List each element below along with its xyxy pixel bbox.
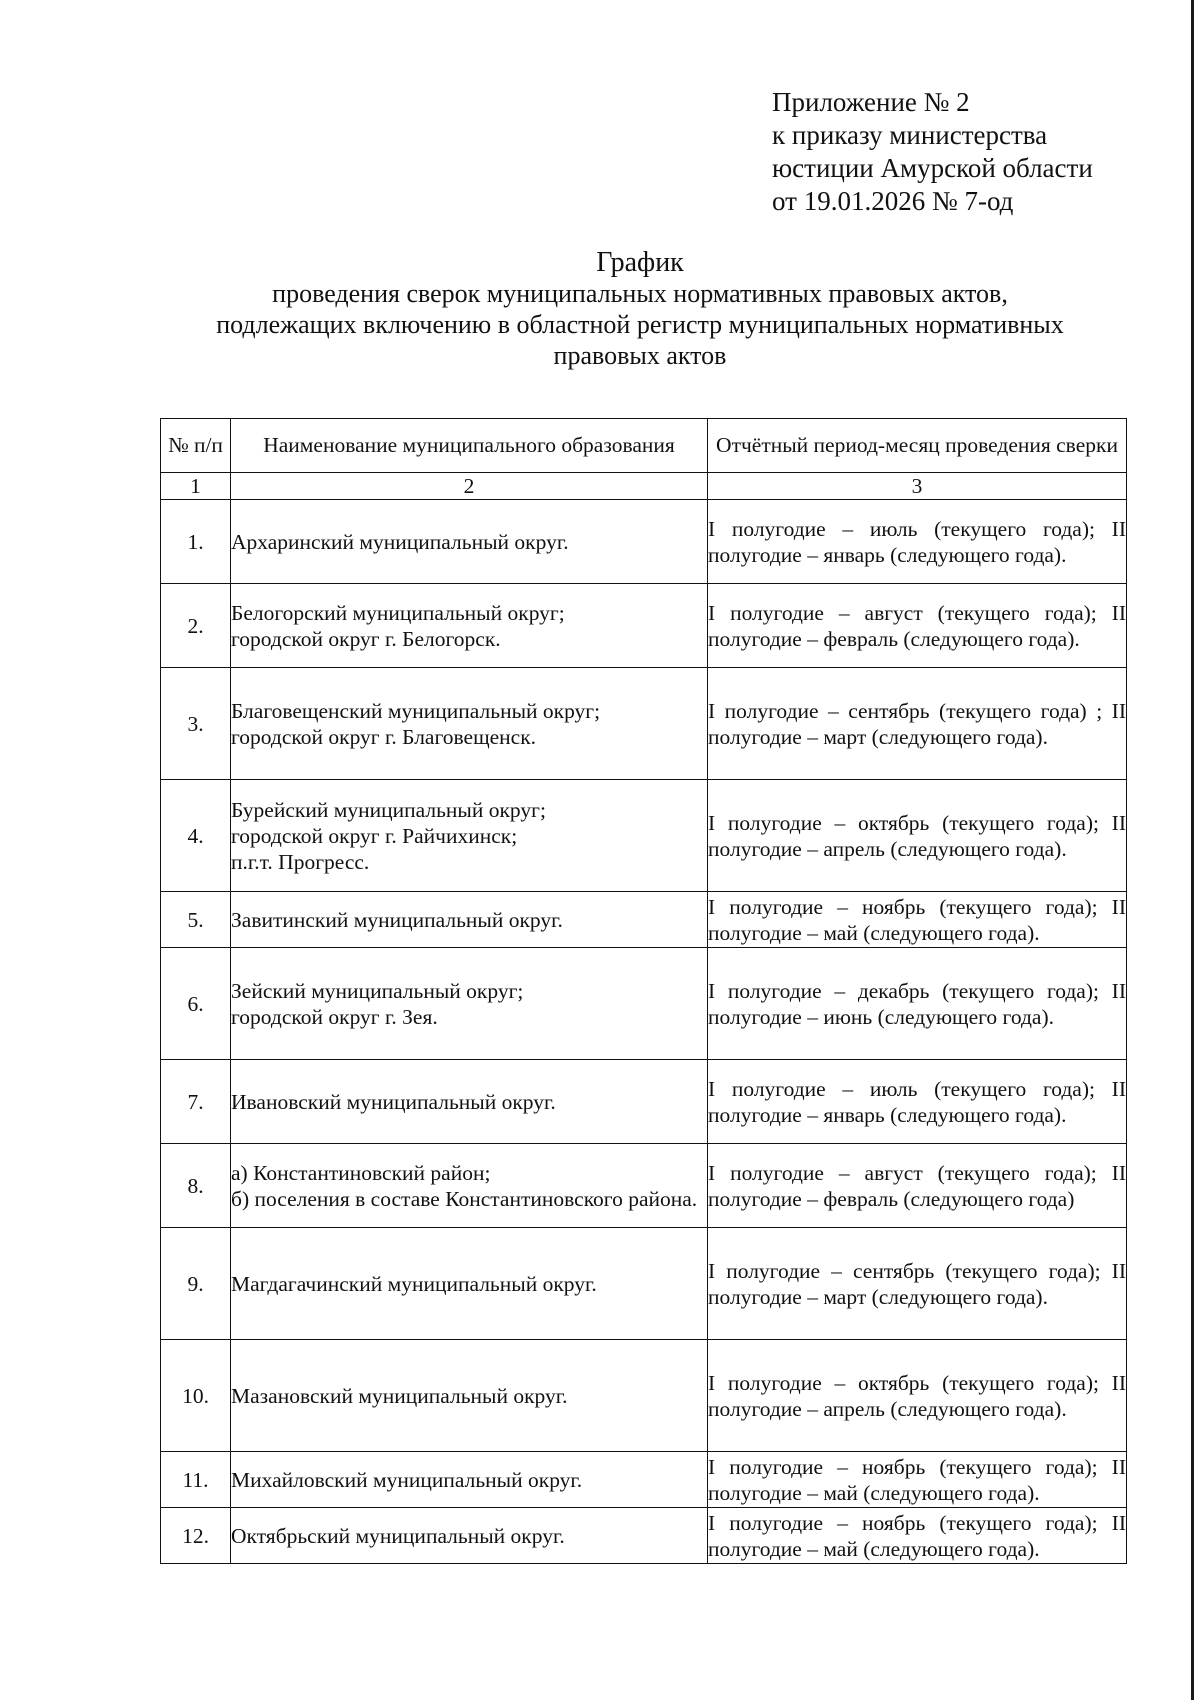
reporting-period: I полугодие – ноябрь (текущего года); II полугодие – май (следующего года). — [708, 1508, 1127, 1564]
municipality-name-line: Мазановский муниципальный округ. — [231, 1383, 568, 1408]
municipality-name-line: городской округ г. Райчихинск; — [231, 823, 518, 848]
table-row — [161, 500, 1127, 584]
municipality-name-line: Зейский муниципальный округ; — [231, 978, 524, 1003]
table-row — [161, 1452, 1127, 1508]
municipality-name-line: Ивановский муниципальный округ. — [231, 1089, 556, 1114]
municipality-name — [231, 1060, 708, 1144]
municipality-name — [231, 892, 708, 948]
table-row — [161, 1144, 1127, 1228]
municipality-name — [231, 668, 708, 780]
municipality-name — [231, 1144, 708, 1228]
reporting-period: I полугодие – ноябрь (текущего года); II полугодие – май (следующего года). — [708, 1452, 1127, 1508]
reporting-period: I полугодие – сентябрь (текущего года) ; II полугодие – март (следующего года). — [708, 668, 1127, 780]
table-row — [161, 584, 1127, 668]
table-row — [161, 1060, 1127, 1144]
row-number: 3. — [161, 668, 231, 780]
municipality-name — [231, 780, 708, 892]
table-row — [161, 948, 1127, 1060]
header-period: Отчётный период-месяц проведения сверки — [708, 419, 1127, 473]
municipality-name — [231, 1340, 708, 1452]
reporting-period: I полугодие – ноябрь (текущего года); II полугодие – май (следующего года). — [708, 892, 1127, 948]
municipality-name-line: Архаринский муниципальный округ. — [231, 529, 569, 554]
column-number-3: 3 — [708, 473, 1127, 500]
row-number: 1. — [161, 500, 231, 584]
table-row — [161, 780, 1127, 892]
municipality-name-line: Завитинский муниципальный округ. — [231, 907, 563, 932]
title-line-3: правовых актов — [553, 341, 727, 370]
row-number: 10. — [161, 1340, 231, 1452]
reporting-period: I полугодие – июль (текущего года); II полугодие – январь (следующего года). — [708, 500, 1127, 584]
row-number: 8. — [161, 1144, 231, 1228]
scan-border — [1191, 0, 1194, 1700]
municipality-name — [231, 1228, 708, 1340]
document-title — [150, 247, 1130, 371]
municipality-name-line: городской округ г. Белогорск. — [231, 626, 501, 651]
row-number: 7. — [161, 1060, 231, 1144]
table-row — [161, 1340, 1127, 1452]
municipality-name-line: Магдагачинский муниципальный округ. — [231, 1271, 597, 1296]
appendix-ministry-line: юстиции Амурской области — [772, 153, 1093, 183]
row-number: 5. — [161, 892, 231, 948]
municipality-name-line: городской округ г. Благовещенск. — [231, 724, 537, 749]
municipality-name-line: п.г.т. Прогресс. — [231, 849, 370, 874]
municipality-name — [231, 1508, 708, 1564]
municipality-name-line: Бурейский муниципальный округ; — [231, 797, 546, 822]
table-row — [161, 1228, 1127, 1340]
municipality-name — [231, 1452, 708, 1508]
municipality-name — [231, 500, 708, 584]
reporting-period: I полугодие – октябрь (текущего года); II полугодие – апрель (следующего года). — [708, 1340, 1127, 1452]
column-number-1: 1 — [161, 473, 231, 500]
table-row — [161, 668, 1127, 780]
municipality-name-line: Благовещенский муниципальный округ; — [231, 698, 601, 723]
municipality-name-line: Октябрьский муниципальный округ. — [231, 1523, 565, 1548]
reporting-period: I полугодие – июль (текущего года); II полугодие – январь (следующего года). — [708, 1060, 1127, 1144]
title-line-2: подлежащих включению в областной регистр муниципальных нормативных — [216, 310, 1064, 339]
municipality-name-line: Михайловский муниципальный округ. — [231, 1467, 583, 1492]
municipality-name-line: Белогорский муниципальный округ; — [231, 600, 565, 625]
appendix-header — [772, 86, 1093, 218]
header-number: № п/п — [161, 419, 231, 473]
reporting-period: I полугодие – октябрь (текущего года); II полугодие – апрель (следующего года). — [708, 780, 1127, 892]
row-number: 11. — [161, 1452, 231, 1508]
row-number: 4. — [161, 780, 231, 892]
row-number: 6. — [161, 948, 231, 1060]
appendix-number: Приложение № 2 — [772, 87, 970, 117]
municipality-name-line: б) поселения в составе Константиновского района. — [231, 1186, 698, 1211]
header-name: Наименование муниципального образования — [231, 419, 708, 473]
reporting-period: I полугодие – август (текущего года); II полугодие – февраль (следующего года). — [708, 584, 1127, 668]
municipality-name-line: а) Константиновский район; — [231, 1160, 491, 1185]
row-number: 12. — [161, 1508, 231, 1564]
municipality-name — [231, 584, 708, 668]
table-row — [161, 892, 1127, 948]
row-number: 2. — [161, 584, 231, 668]
reporting-period: I полугодие – август (текущего года); II полугодие – февраль (следующего года) — [708, 1144, 1127, 1228]
title-word: График — [596, 247, 684, 278]
reporting-period: I полугодие – декабрь (текущего года); II полугодие – июнь (следующего года). — [708, 948, 1127, 1060]
column-number-2: 2 — [231, 473, 708, 500]
reporting-period: I полугодие – сентябрь (текущего года); II полугодие – март (следующего года). — [708, 1228, 1127, 1340]
appendix-date-line: от 19.01.2026 № 7-од — [772, 186, 1014, 216]
title-line-1: проведения сверок муниципальных нормативных правовых актов, — [272, 279, 1008, 308]
table-row — [161, 1508, 1127, 1564]
schedule-body — [161, 500, 1127, 1564]
municipality-name — [231, 948, 708, 1060]
municipality-name-line: городской округ г. Зея. — [231, 1004, 438, 1029]
appendix-order-line: к приказу министерства — [772, 120, 1048, 150]
schedule-table — [160, 418, 1127, 1564]
row-number: 9. — [161, 1228, 231, 1340]
